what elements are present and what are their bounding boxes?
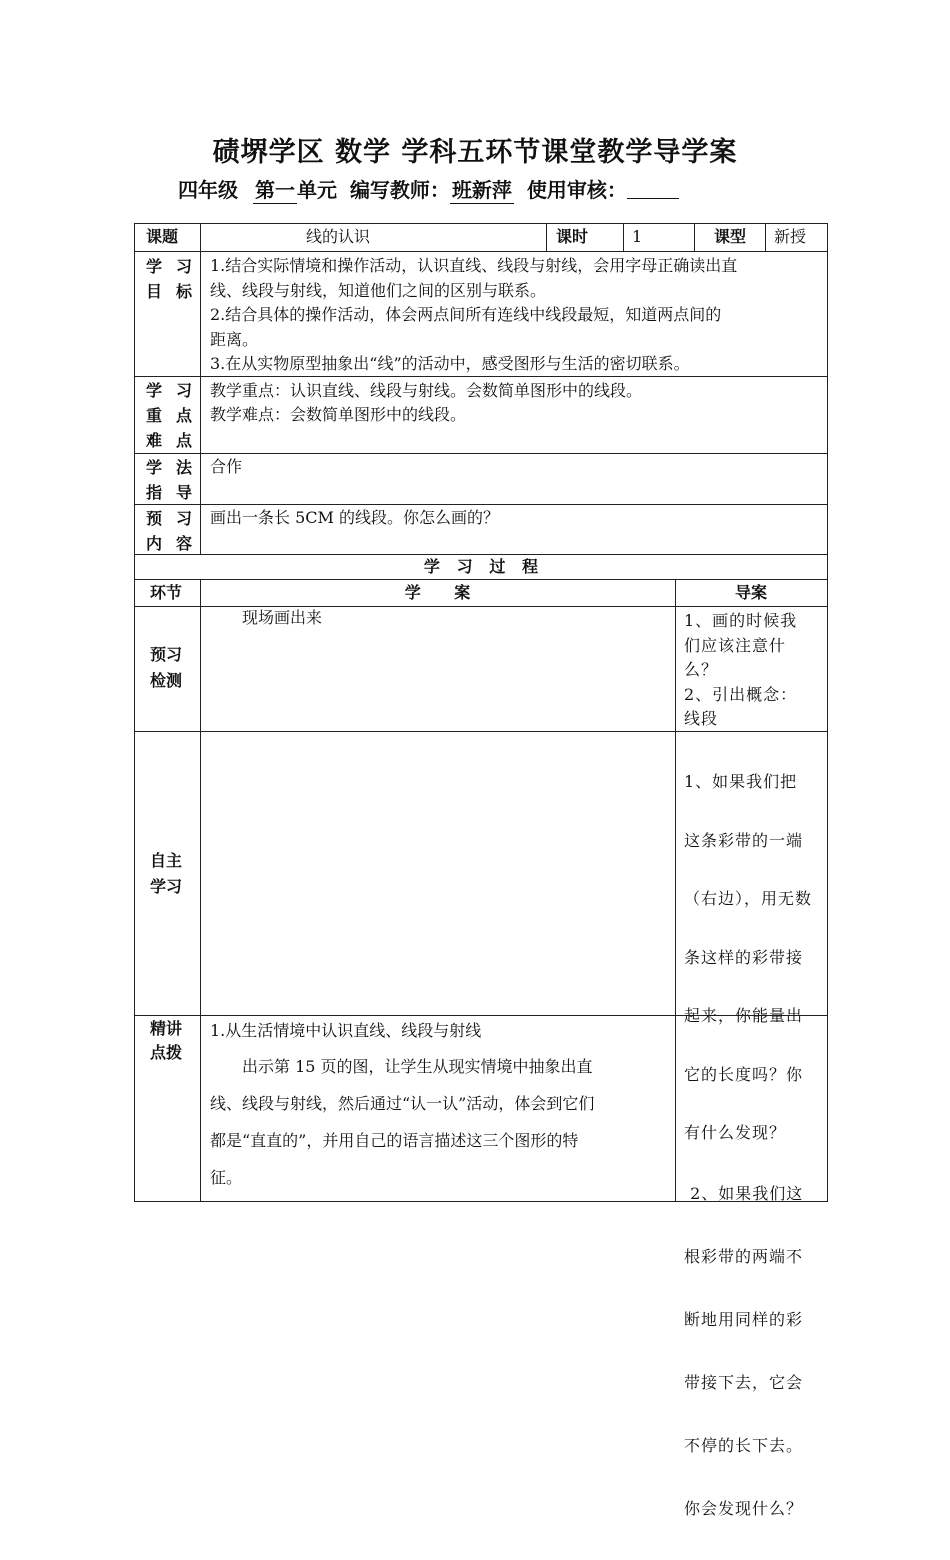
review-blank — [627, 180, 679, 199]
type-label: 课型 — [714, 227, 747, 246]
key-points-text: 教学重点：认识直线、线段与射线。会数简单图形中的线段。 教学难点：会数简单图形中的线段。 — [210, 381, 643, 424]
guide-self-study: 1、如果我们把 这条彩带的一端 （右边），用无数 条这样的彩带接 起来，你能量出 它的长度吗？你 有什么发现？ 2、如果我们这 根彩带的两端不 断地用同样的彩 带接下去，它会 不停的长下去。 你会发现什么？ — [684, 772, 813, 1518]
goals-label: 学 习 目 标 — [146, 257, 192, 301]
stage-self-study: 自主 学习 — [150, 851, 183, 896]
guide-preview-check: 1、画的时候我 们应该注意什 么？ 2、引出概念： 线段 — [684, 611, 798, 728]
stage-preview-check: 预习 检测 — [150, 645, 183, 690]
preview-label: 预 习 内 容 — [146, 509, 192, 553]
stage-column-header: 环节 — [150, 583, 183, 602]
teacher-name: 班新萍 — [450, 174, 514, 204]
document-title: 碛堺学区 数学 学科五环节课堂教学导学案 — [212, 137, 738, 168]
plan-explanation-heading: 1.从生活情境中认识直线、线段与射线 — [210, 1021, 482, 1040]
teacher-label: 编写教师： — [349, 178, 450, 202]
topic-label: 课题 — [146, 227, 179, 246]
goals-text: 1.结合实际情境和操作活动，认识直线、线段与射线，会用字母正确读出直 线、线段与射线，知道他们之间的区别与联系。 2.结合具体的操作活动，体会两点间所有连线中线段最短，知道两点间的 距离。 3.在从实物原型抽象出“线”的活动中，感受图形与生活的密切联系。 — [210, 256, 738, 373]
unit-label: 单元 — [296, 178, 337, 202]
method-text: 合作 — [210, 457, 243, 476]
preview-text: 画出一条长 5CM 的线段。你怎么画的？ — [210, 508, 499, 527]
unit-number: 第一 — [253, 174, 297, 204]
plan-column-header: 学 案 — [404, 583, 471, 602]
grade-label: 四年级 — [178, 178, 238, 202]
document-subtitle — [178, 174, 679, 204]
key-points-label: 学 习 重 点 难 点 — [146, 381, 192, 450]
stage-explanation: 精讲 点拨 — [150, 1019, 183, 1062]
guide-column-header: 导案 — [734, 583, 767, 602]
plan-explanation-text: 出示第 15 页的图，让学生从现实情境中抽象出直 线、线段与射线，然后通过“认一认”活动，体会到它们 都是“直直的”，并用自己的语言描述这三个图形的特 征。 — [210, 1057, 595, 1187]
lesson-plan-table — [134, 223, 828, 1518]
hours-label: 课时 — [556, 227, 589, 246]
hours-value: 1 — [632, 227, 643, 246]
process-title: 学 习 过 程 — [423, 557, 539, 576]
review-label: 使用审核： — [526, 178, 627, 202]
method-label: 学 法 指 导 — [146, 458, 192, 502]
plan-preview-check: 现场画出来 — [242, 608, 323, 627]
topic-value: 线的认识 — [306, 227, 371, 246]
type-value: 新授 — [774, 227, 807, 246]
